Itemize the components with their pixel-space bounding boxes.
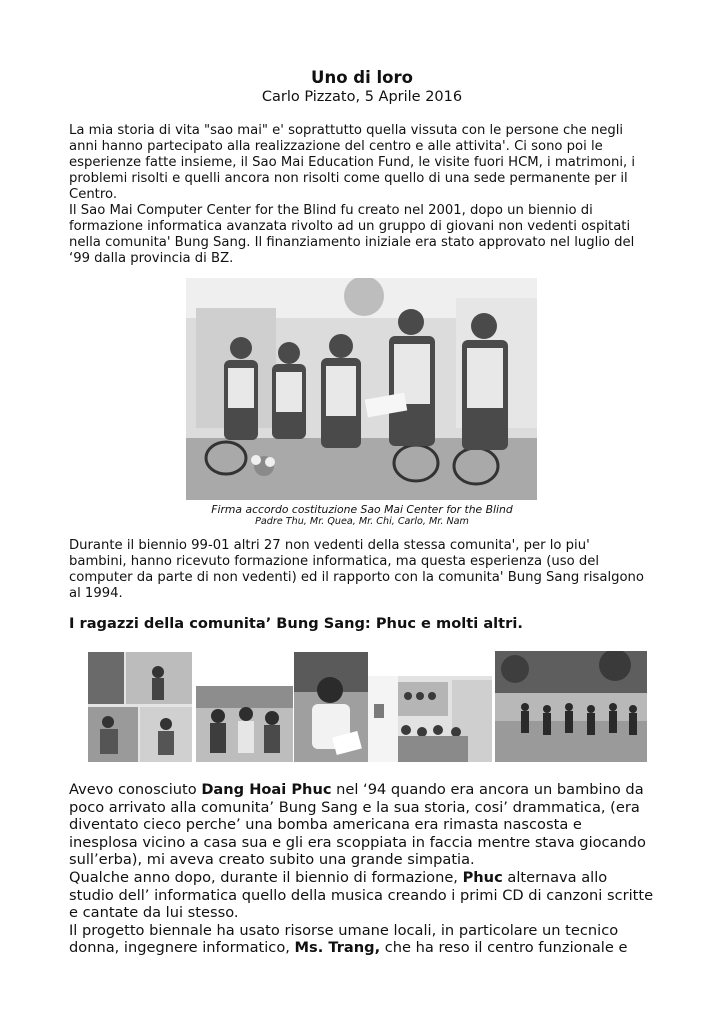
collage-photo xyxy=(495,651,647,762)
collage-photo xyxy=(88,652,192,762)
text-line: inesplosa vicino a casa sua e gli era scoppiata in faccia mentre stava giocando xyxy=(69,833,646,851)
training-paragraph xyxy=(69,538,659,602)
text-line: problemi risolti e quelli ancora non risolti come quello di una sede permanente per il xyxy=(69,171,628,186)
section-heading: I ragazzi della comunita’ Bung Sang: Phuc e molti altri. xyxy=(69,615,523,632)
photo-caption: Firma accordo costituzione Sao Mai Center for the Blind xyxy=(211,503,513,516)
text-line: esperienze fatte insieme, il Sao Mai Education Fund, le visite fuori HCM, i matrimoni, i xyxy=(69,155,636,170)
story-paragraph xyxy=(69,781,659,957)
text-line: Qualche anno dopo, durante il biennio di formazione, Phuc alternava allo xyxy=(69,868,608,886)
text-line: poco arrivato alla comunita’ Bung Sang e la sua storia, cosi’ drammatica, (era xyxy=(69,798,640,816)
text-line: Avevo conosciuto Dang Hoai Phuc nel ‘94 quando era ancora un bambino da xyxy=(69,781,644,798)
collage-photo xyxy=(196,686,293,762)
text-line: Centro. xyxy=(69,187,118,202)
signing-photo xyxy=(186,278,537,500)
collage-photo xyxy=(368,676,492,762)
text-line: computer da parte di non vedenti) ed il rapporto con la comunita' Bung Sang risalgono xyxy=(69,570,644,585)
text-line: nella comunita' Bung Sang. Il finanziamento iniziale era stato approvato nel luglio del xyxy=(69,235,635,250)
intro-paragraph xyxy=(69,123,659,267)
text-line: al 1994. xyxy=(69,586,123,601)
document-subtitle: Carlo Pizzato, 5 Aprile 2016 xyxy=(261,89,463,105)
text-line: Il progetto biennale ha usato risorse umane locali, in particolare un tecnico xyxy=(69,921,619,939)
text-line: ‘99 dalla provincia di BZ. xyxy=(69,251,234,266)
text-line: formazione informatica avanzata rivolto ad un gruppo di giovani non vedenti ospitati xyxy=(69,219,631,234)
collage-photo xyxy=(294,652,368,762)
text-line: e cantate da lui stesso. xyxy=(69,904,239,922)
text-line: La mia storia di vita "sao mai" e' soprattutto quella vissuta con le persone che negli xyxy=(69,123,624,138)
document-title: Uno di loro xyxy=(311,68,413,87)
text-line: Durante il biennio 99-01 altri 27 non vedenti della stessa comunita', per lo piu' xyxy=(69,538,590,553)
text-line: studio dell’ informatica quello della musica creando i primi CD di canzoni scritte xyxy=(69,886,654,904)
text-line: diventato cieco perche’ una bomba americana era rimasta nascosta e xyxy=(69,816,582,834)
text-line: anni hanno partecipato alla realizzazione del centro e alle attivita'. Ci sono poi le xyxy=(69,139,603,154)
text-line: bambini, hanno ricevuto formazione informatica, ma questa esperienza (uso del xyxy=(69,554,600,569)
text-line: donna, ingegnere informatico, Ms. Trang, che ha reso il centro funzionale e xyxy=(69,939,628,957)
text-line: sull’erba), mi aveva creato subito una grande simpatia. xyxy=(69,851,475,869)
text-line: Il Sao Mai Computer Center for the Blind fu creato nel 2001, dopo un biennio di xyxy=(69,203,593,218)
photo-names: Padre Thu, Mr. Quea, Mr. Chi, Carlo, Mr. Nam xyxy=(255,516,469,527)
